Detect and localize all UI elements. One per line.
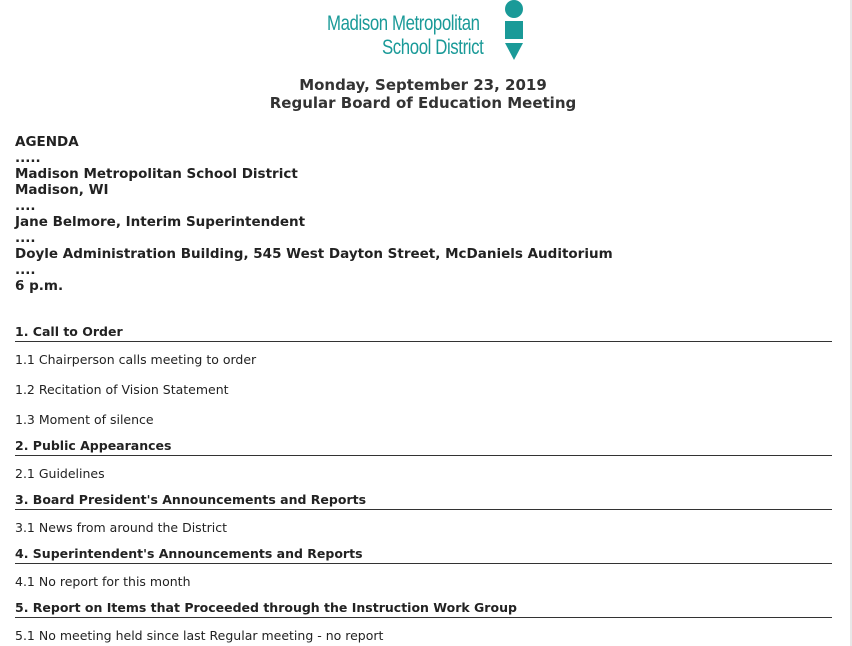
separator: .... [15,262,36,278]
agenda-item: 5.1 No meeting held since last Regular meeting - no report [15,628,384,643]
superintendent: Jane Belmore, Interim Superintendent [15,214,306,230]
agenda-item: 3.1 News from around the District [15,520,227,535]
agenda-item: 2.1 Guidelines [15,466,105,481]
logo-text-line2: School District [382,36,484,59]
agenda-item: 1.1 Chairperson calls meeting to order [15,352,257,367]
district-logo [327,0,527,64]
agenda-item: 4.1 No report for this month [15,574,191,589]
meeting-location: Doyle Administration Building, 545 West Dayton Street, McDaniels Auditorium [15,246,613,262]
separator: .... [15,230,36,246]
section-title: 1. Call to Order [15,324,832,342]
agenda-item: 1.3 Moment of silence [15,412,154,427]
section-title: 2. Public Appearances [15,438,832,456]
section-title: 4. Superintendent's Announcements and Reports [15,546,832,564]
agenda-sections [15,324,832,646]
city: Madison, WI [15,182,109,198]
separator: .... [15,198,36,214]
separator: ..... [15,150,41,166]
organization-name: Madison Metropolitan School District [15,166,298,182]
agenda-label: AGENDA [15,134,79,150]
agenda-item: 1.2 Recitation of Vision Statement [15,382,229,397]
meeting-time: 6 p.m. [15,278,64,294]
meeting-title: Regular Board of Education Meeting [269,94,577,112]
meeting-header [0,76,846,112]
section-title: 3. Board President's Announcements and Reports [15,492,832,510]
section-title: 5. Report on Items that Proceeded through the Instruction Work Group [15,600,832,618]
meeting-info [15,134,613,294]
meeting-date: Monday, September 23, 2019 [299,76,547,94]
logo-figure-icon [503,0,525,62]
logo-text-line1: Madison Metropolitan [327,12,480,35]
